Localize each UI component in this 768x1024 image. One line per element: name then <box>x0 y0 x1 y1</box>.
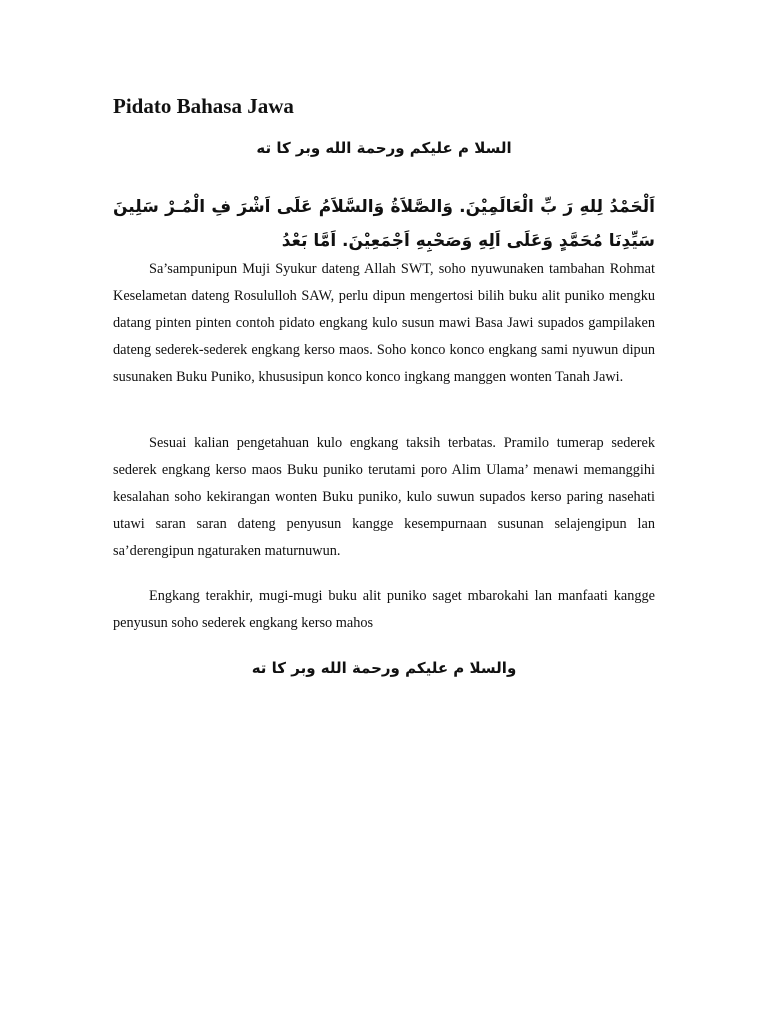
opening-prayer-arabic: اَلْحَمْدُ لِلهِ رَ بِّ الْعَالَمِيْنَ. وَالصَّلاَةُ وَالسَّلاَمُ عَلَى اَشْرَ فِ الْمُـرْ سَلِينَ سَيِّدِنَا مُحَمَّدٍ وَعَلَى اَلِهِ وَصَحْبِهِ اَجْمَعِيْنَ. اَمَّا بَعْدُ <box>113 197 655 251</box>
paragraph-1: Sa’sampunipun Muji Syukur dateng Allah SWT, soho nyuwunaken tambahan Rohmat Keselametan dateng Rosululloh SAW, perlu dipun mengertosi bilih buku alit puniko mengku datang pinten pinten contoh pidato engkang kulo susun mawi Basa Jawi supados gampilaken dateng sederek-sederek engkang kerso maos. Soho konco konco engkang sami nyuwun dipun susunaken Buku Puniko, khususipun konco konco ingkang manggen wonten Tanah Jawi. <box>113 261 655 385</box>
closing-greeting-arabic: والسلا م عليكم ورحمة الله وبر كا ته <box>251 659 517 677</box>
opening-greeting-arabic: السلا م عليكم ورحمة الله وبر كا ته <box>256 139 512 157</box>
paragraph-3: Engkang terakhir, mugi-mugi buku alit puniko saget mbarokahi lan manfaati kangge penyusun soho sederek engkang kerso mahos <box>113 588 655 631</box>
paragraph-2: Sesuai kalian pengetahuan kulo engkang taksih terbatas. Pramilo tumerap sederek sederek engkang kerso maos Buku puniko terutami poro Alim Ulama’ menawi memanggihi kesalahan soho kekirangan wonten Buku puniko, kulo suwun supados kerso paring nasehati utawi saran saran dateng penyusun kangge kesempurnaan susunan selajengipun lan sa’derengipun ngaturaken maturnuwun. <box>113 435 655 559</box>
document-title: Pidato Bahasa Jawa <box>113 94 294 118</box>
